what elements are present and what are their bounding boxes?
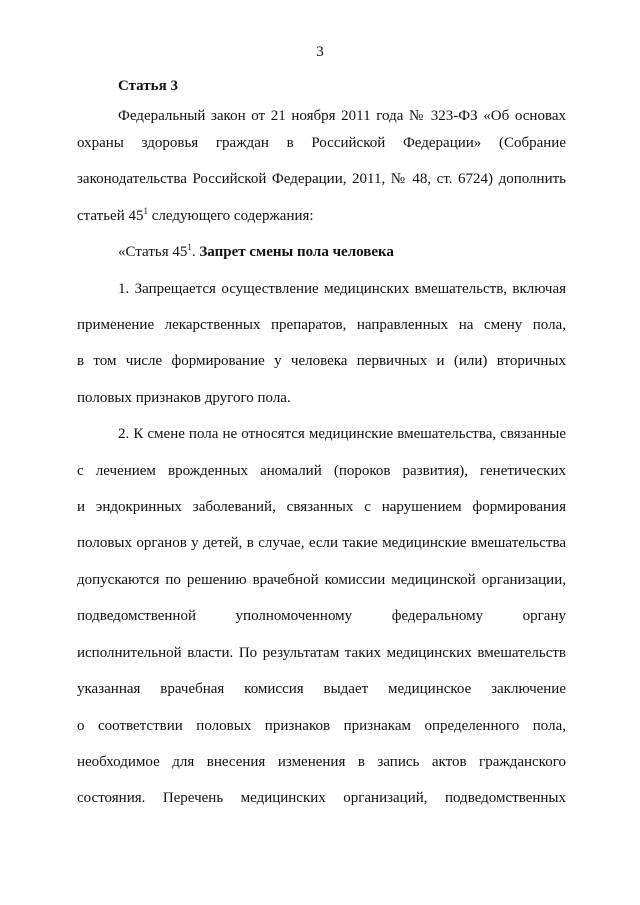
text-line: законодательства Российской Федерации, 2011, № 48, ст. 6724) дополнить [77,171,566,188]
paragraph-4 [77,416,566,816]
text-fragment: следующего содержания: [148,207,314,224]
article-title-line [77,234,566,270]
paragraph-2 [77,234,566,270]
text-fragment: . [191,244,200,261]
text-line: 1. Запрещается осуществление медицинских вмешательств, включая [118,280,566,297]
text-fragment: статьей 45 [77,207,144,224]
text-line: необходимое для внесения изменения в запись актов гражданского [77,753,566,770]
word: подведомственной [77,608,196,625]
text-line: охраны здоровья граждан в Российской Федерации» (Собрание [77,135,566,151]
text-line: исполнительной власти. По результатам таких медицинских вмешательств [77,644,566,661]
superscript: 1 [143,205,148,216]
text-line: Федеральный закон от 21 ноября 2011 года № 323-ФЗ «Об основах [118,108,566,124]
paragraph-1 [77,108,566,234]
text-line: применение лекарственных препаратов, направленных на смену пола, [77,317,566,334]
text-line: указанная врачебная комиссия выдает медицинское заключение [77,681,566,698]
superscript: 1 [187,242,192,253]
article-heading: Статья 3 [118,78,178,94]
text-line: с лечением врожденных аномалий (пороков развития), генетических [77,462,566,479]
text-line: о соответствии половых признаков признакам определенного пола, [77,717,566,734]
word: уполномоченному [235,608,353,625]
text-line: допускаются по решению врачебной комиссии медицинской организации, [77,571,566,588]
paragraph-3 [77,271,566,417]
text-line: и эндокринных заболеваний, связанных с нарушением формирования [77,499,566,516]
text-line: в том числе формирование у человека первичных и (или) вторичных [77,353,566,370]
text-line [77,598,566,634]
page-number: 3 [316,44,324,60]
text-line: половых признаков другого пола. [77,389,291,406]
text-line: состояния. Перечень медицинских организаций, подведомственных [77,790,566,807]
article-title: Запрет смены пола человека [199,244,394,261]
text-fragment: «Статья 45 [118,244,188,261]
document-body [77,108,566,817]
text-line: 2. К смене пола не относятся медицинские вмешательства, связанные [118,426,566,443]
text-line [77,198,566,234]
word: органу [522,608,566,625]
text-line: половых органов у детей, в случае, если такие медицинские вмешательства [77,535,566,552]
word: федеральному [391,608,484,625]
